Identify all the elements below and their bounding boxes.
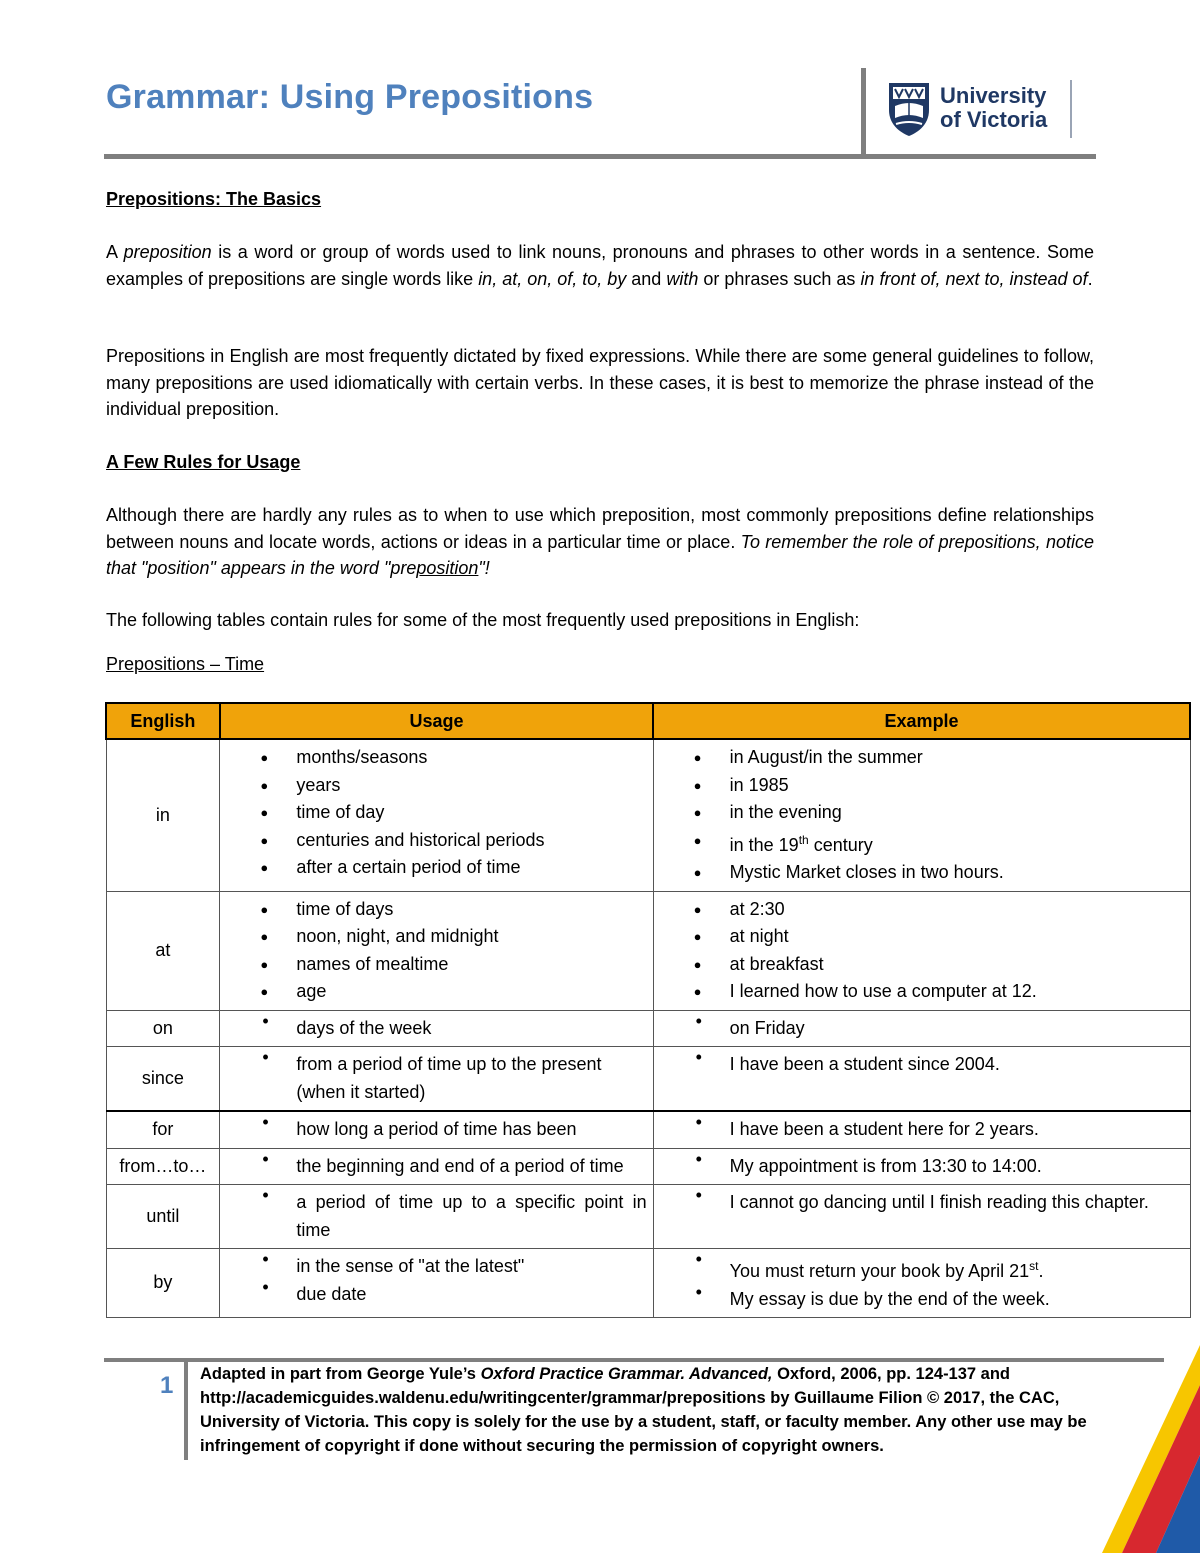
list-item: • I have been a student here for 2 years. bbox=[660, 1116, 1184, 1144]
list-item: ● years bbox=[226, 772, 646, 800]
page-number: 1 bbox=[160, 1372, 174, 1399]
example-list bbox=[660, 896, 1184, 1006]
list-item: ● after a certain period of time bbox=[226, 854, 646, 882]
example-list bbox=[660, 1253, 1184, 1313]
text-run: Oxford Practice Grammar. Advanced, bbox=[480, 1365, 773, 1383]
shield-icon bbox=[886, 80, 932, 138]
table-row bbox=[106, 891, 1190, 1010]
basics-heading bbox=[106, 186, 1094, 213]
table-row bbox=[106, 1148, 1190, 1185]
list-item: ● Mystic Market closes in two hours. bbox=[660, 859, 1184, 887]
list-item: • You must return your book by April 21st. bbox=[660, 1253, 1184, 1286]
example-list bbox=[660, 1015, 1184, 1043]
rules-paragraph-2: The following tables contain rules for some of the most frequently used prepositions in English: bbox=[106, 610, 860, 630]
preposition-cell: in bbox=[106, 739, 220, 891]
list-item: ● in the 19th century bbox=[660, 827, 1184, 860]
preposition-cell: by bbox=[106, 1249, 220, 1318]
example-cell bbox=[653, 1249, 1190, 1318]
text-run: Oxford, 2006, pp. 124-137 and http://academicguides.waldenu.edu/writingcenter/grammar/prepositions by Guillaume Filion © 2017, the CAC, University of Victoria. This copy is solely for the use by a student, staff, or faculty member. Any other use may be infringement of copyright if done without securing the permission of copyright owners. bbox=[200, 1365, 1087, 1455]
list-item: • how long a period of time has been bbox=[226, 1116, 646, 1144]
usage-cell bbox=[220, 1111, 653, 1148]
preposition-cell: until bbox=[106, 1185, 220, 1249]
list-item: • I cannot go dancing until I finish reading this chapter. bbox=[660, 1189, 1184, 1217]
basics-paragraph-1 bbox=[106, 239, 1094, 292]
preposition-cell: at bbox=[106, 891, 220, 1010]
logo-divider bbox=[1070, 80, 1072, 138]
list-item: • My essay is due by the end of the week. bbox=[660, 1286, 1184, 1314]
usage-list bbox=[226, 1189, 646, 1244]
usage-cell bbox=[220, 1185, 653, 1249]
example-cell bbox=[653, 1148, 1190, 1185]
example-cell bbox=[653, 1047, 1190, 1112]
table-body bbox=[106, 739, 1190, 1318]
list-item: ● at night bbox=[660, 923, 1184, 951]
footer-divider bbox=[184, 1360, 188, 1460]
example-cell bbox=[653, 1111, 1190, 1148]
list-item: • due date bbox=[226, 1281, 646, 1309]
text-run: in, at, on, of, to, by bbox=[478, 268, 627, 289]
corner-stripes-graphic bbox=[1100, 1345, 1200, 1553]
text-run: position bbox=[416, 558, 479, 578]
section-heading: Prepositions: The Basics bbox=[106, 189, 322, 209]
text-run: or phrases such as bbox=[698, 268, 861, 289]
text-run: Adapted in part from George Yule’s bbox=[200, 1365, 481, 1383]
text-run: is a word or group of words used to link nouns, pronouns and phrases to other words in a sentence. Some examples of prepositions are single words like bbox=[106, 242, 1095, 289]
text-run: Although there are hardly any rules as to when to use which preposition, most commonly prepositions define relationships between nouns and locate words, actions or ideas in a particular time or place. bbox=[106, 505, 1094, 552]
preposition-cell: since bbox=[106, 1047, 220, 1112]
preposition-cell: on bbox=[106, 1010, 220, 1047]
list-item: • the beginning and end of a period of time bbox=[226, 1153, 646, 1181]
page-title: Grammar: Using Prepositions bbox=[106, 78, 594, 116]
list-item: ● months/seasons bbox=[226, 744, 646, 772]
list-item: • days of the week bbox=[226, 1015, 646, 1043]
example-list bbox=[660, 744, 1184, 887]
rules-paragraph-1 bbox=[106, 502, 1094, 582]
logo-line-1: University bbox=[940, 83, 1047, 108]
list-item: • from a period of time up to the present (when it started) bbox=[226, 1051, 646, 1106]
list-item: ● age bbox=[226, 978, 646, 1006]
usage-list bbox=[226, 1116, 646, 1144]
usage-list bbox=[226, 744, 646, 882]
header-divider bbox=[861, 68, 866, 156]
table-row bbox=[106, 1185, 1190, 1249]
usage-list bbox=[226, 896, 646, 1006]
list-item: ● centuries and historical periods bbox=[226, 827, 646, 855]
text-run: preposition bbox=[123, 242, 212, 262]
list-item: ● I learned how to use a computer at 12. bbox=[660, 978, 1184, 1006]
usage-list bbox=[226, 1253, 646, 1308]
preposition-cell: from…to… bbox=[106, 1148, 220, 1185]
column-header-english: English bbox=[106, 703, 220, 739]
list-item: ● time of day bbox=[226, 799, 646, 827]
list-item: • a period of time up to a specific point in time bbox=[226, 1189, 646, 1244]
table-row bbox=[106, 1111, 1190, 1148]
text-run: "! bbox=[478, 558, 490, 578]
superscript: st bbox=[1029, 1259, 1039, 1273]
usage-cell bbox=[220, 1010, 653, 1047]
table-caption bbox=[106, 651, 1094, 678]
list-item: ● noon, night, and midnight bbox=[226, 923, 646, 951]
text-run: . bbox=[1087, 268, 1093, 289]
example-cell bbox=[653, 891, 1190, 1010]
usage-cell bbox=[220, 1047, 653, 1112]
list-item: • I have been a student since 2004. bbox=[660, 1051, 1184, 1079]
usage-cell bbox=[220, 739, 653, 891]
list-item: ● names of mealtime bbox=[226, 951, 646, 979]
column-header-example: Example bbox=[653, 703, 1190, 739]
list-item: • on Friday bbox=[660, 1015, 1184, 1043]
example-list bbox=[660, 1116, 1184, 1144]
list-item: • My appointment is from 13:30 to 14:00. bbox=[660, 1153, 1184, 1181]
list-item: ● in August/in the summer bbox=[660, 744, 1184, 772]
example-cell bbox=[653, 739, 1190, 891]
list-item: ● at breakfast bbox=[660, 951, 1184, 979]
list-item: • in the sense of "at the latest" bbox=[226, 1253, 646, 1281]
usage-list bbox=[226, 1153, 646, 1181]
text-run: with bbox=[666, 268, 699, 289]
column-header-usage: Usage bbox=[220, 703, 653, 739]
example-list bbox=[660, 1051, 1184, 1079]
table-header-row bbox=[106, 703, 1190, 739]
header-rule bbox=[104, 154, 1096, 159]
usage-list bbox=[226, 1051, 646, 1106]
text-run: and bbox=[626, 268, 667, 289]
footer-attribution bbox=[200, 1362, 1120, 1458]
list-item: ● in 1985 bbox=[660, 772, 1184, 800]
usage-cell bbox=[220, 1249, 653, 1318]
usage-cell bbox=[220, 891, 653, 1010]
text-run: in front of, next to, instead of bbox=[860, 268, 1088, 289]
list-item: ● in the evening bbox=[660, 799, 1184, 827]
example-list bbox=[660, 1189, 1184, 1217]
table-row bbox=[106, 1249, 1190, 1318]
preposition-cell: for bbox=[106, 1111, 220, 1148]
example-list bbox=[660, 1153, 1184, 1181]
table-row bbox=[106, 739, 1190, 891]
logo-line-2: of Victoria bbox=[940, 107, 1048, 132]
rules-heading bbox=[106, 449, 1094, 476]
usage-cell bbox=[220, 1148, 653, 1185]
text-run: A bbox=[106, 242, 124, 262]
table-caption-text: Prepositions – Time bbox=[106, 654, 265, 674]
list-item: ● time of days bbox=[226, 896, 646, 924]
prepositions-time-table bbox=[105, 702, 1191, 1318]
list-item: ● at 2:30 bbox=[660, 896, 1184, 924]
example-cell bbox=[653, 1185, 1190, 1249]
table-row bbox=[106, 1047, 1190, 1112]
section-heading: A Few Rules for Usage bbox=[106, 452, 301, 472]
usage-list bbox=[226, 1015, 646, 1043]
table-row bbox=[106, 1010, 1190, 1047]
superscript: th bbox=[798, 832, 809, 847]
text-run: To remember the role of prepositions, notice that "position" appears in the word "pre bbox=[106, 531, 1094, 578]
example-cell bbox=[653, 1010, 1190, 1047]
basics-paragraph-2: Prepositions in English are most frequently dictated by fixed expressions. While there are some general guidelines to follow, many prepositions are used idiomatically with certain verbs. In these cases, it is best to memorize the phrase instead of the individual preposition. bbox=[106, 346, 1094, 419]
university-logo bbox=[886, 80, 1076, 140]
